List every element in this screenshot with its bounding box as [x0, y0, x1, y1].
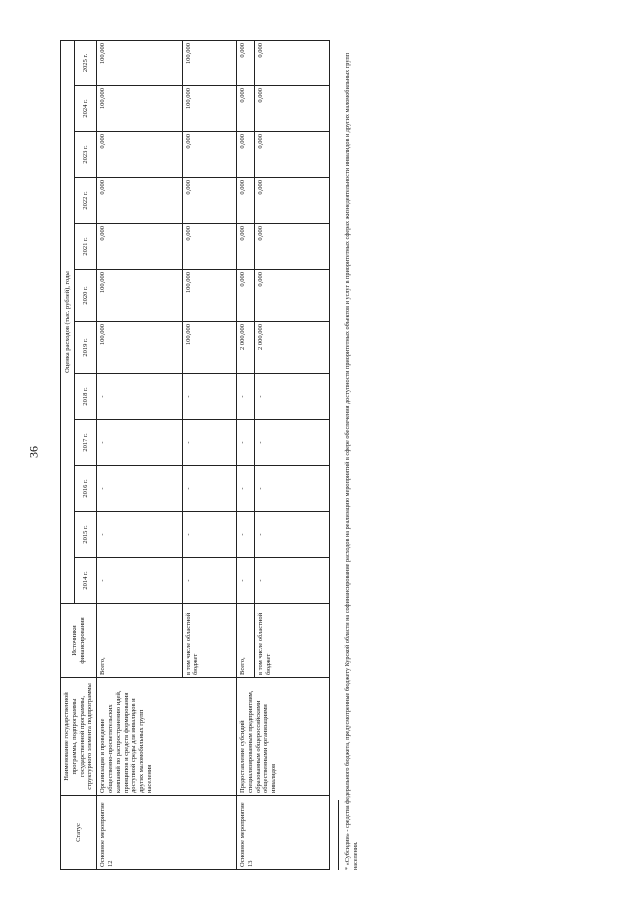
- footnote: * «Субсидии» - средства федерального бюджета, предусмотренные бюджету Курской области на софинансирование расходов на реализацию мероприятий в сфере обеспечения доступности приоритетных объектов и услуг в приоритетных сферах жизнедеятельности инвалидов и других маломобильных групп населения.: [344, 52, 360, 870]
- rotated-sheet: [60, 40, 370, 870]
- value-cell: -: [97, 512, 182, 558]
- value-cell: -: [255, 374, 330, 420]
- name-cell: Организация и проведение общественно-просветительских кампаний по распространению идей, принципов и средств формирования доступной среды для инвалидов и других маломобильных групп населения: [97, 678, 237, 796]
- value-cell: 0,000: [236, 270, 254, 322]
- header-year: 2015 г.: [75, 512, 97, 558]
- header-year: 2014 г.: [75, 558, 97, 604]
- value-cell: 0,000: [255, 132, 330, 178]
- value-cell: -: [182, 466, 236, 512]
- source-cell: в том числе областной бюджет: [255, 604, 330, 678]
- header-year: 2020 г.: [75, 270, 97, 322]
- budget-table: [60, 40, 330, 870]
- header-year: 2023 г.: [75, 132, 97, 178]
- status-cell: Основное мероприятие 13: [236, 796, 329, 870]
- value-cell: 100,000: [182, 322, 236, 374]
- value-cell: 0,000: [255, 86, 330, 132]
- header-year: 2019 г.: [75, 322, 97, 374]
- value-cell: -: [236, 374, 254, 420]
- value-cell: -: [97, 558, 182, 604]
- source-cell: в том числе областной бюджет: [182, 604, 236, 678]
- value-cell: 0,000: [255, 224, 330, 270]
- value-cell: -: [236, 466, 254, 512]
- source-cell: Всего,: [236, 604, 254, 678]
- value-cell: -: [182, 558, 236, 604]
- value-cell: -: [255, 558, 330, 604]
- value-cell: 0,000: [236, 224, 254, 270]
- value-cell: -: [97, 374, 182, 420]
- value-cell: 100,000: [182, 86, 236, 132]
- header-estimate: Оценка расходов (тыс. рублей), годы: [61, 41, 75, 604]
- value-cell: 100,000: [97, 41, 182, 86]
- value-cell: 100,000: [182, 41, 236, 86]
- value-cell: 0,000: [182, 224, 236, 270]
- value-cell: -: [182, 512, 236, 558]
- header-year: 2025 г.: [75, 41, 97, 86]
- value-cell: -: [255, 512, 330, 558]
- header-year: 2018 г.: [75, 374, 97, 420]
- value-cell: -: [255, 466, 330, 512]
- header-year: 2022 г.: [75, 178, 97, 224]
- value-cell: 0,000: [236, 86, 254, 132]
- value-cell: 100,000: [97, 270, 182, 322]
- header-name: Наименование государственной программы, подпрограммы государственной программы, структурного элемента подпрограммы: [61, 678, 97, 796]
- header-year: 2021 г.: [75, 224, 97, 270]
- header-source: Источники финансирования: [61, 604, 97, 678]
- value-cell: -: [97, 466, 182, 512]
- value-cell: 0,000: [255, 270, 330, 322]
- page-number: 36: [26, 446, 41, 458]
- footnote-divider: [338, 800, 339, 870]
- value-cell: 100,000: [182, 270, 236, 322]
- table-row: [97, 41, 182, 870]
- value-cell: -: [182, 420, 236, 466]
- name-cell: Предоставление субсидий специализированным предприятиям, образованным общероссийскими общественными организациями инвалидов: [236, 678, 329, 796]
- value-cell: 0,000: [236, 41, 254, 86]
- value-cell: 2 000,000: [236, 322, 254, 374]
- value-cell: 0,000: [97, 224, 182, 270]
- value-cell: -: [236, 558, 254, 604]
- value-cell: 0,000: [255, 41, 330, 86]
- value-cell: -: [236, 420, 254, 466]
- value-cell: 0,000: [97, 178, 182, 224]
- value-cell: 2 000,000: [255, 322, 330, 374]
- value-cell: -: [255, 420, 330, 466]
- value-cell: 0,000: [255, 178, 330, 224]
- header-year: 2017 г.: [75, 420, 97, 466]
- value-cell: 100,000: [97, 86, 182, 132]
- value-cell: 0,000: [182, 178, 236, 224]
- value-cell: -: [182, 374, 236, 420]
- header-year: 2024 г.: [75, 86, 97, 132]
- source-cell: Всего,: [97, 604, 182, 678]
- value-cell: -: [236, 512, 254, 558]
- header-year: 2016 г.: [75, 466, 97, 512]
- status-cell: Основное мероприятие 12: [97, 796, 237, 870]
- table-row: [236, 41, 254, 870]
- value-cell: 0,000: [236, 132, 254, 178]
- value-cell: -: [97, 420, 182, 466]
- value-cell: 0,000: [236, 178, 254, 224]
- value-cell: 0,000: [97, 132, 182, 178]
- header-status: Статус: [61, 796, 97, 870]
- value-cell: 0,000: [182, 132, 236, 178]
- value-cell: 100,000: [97, 322, 182, 374]
